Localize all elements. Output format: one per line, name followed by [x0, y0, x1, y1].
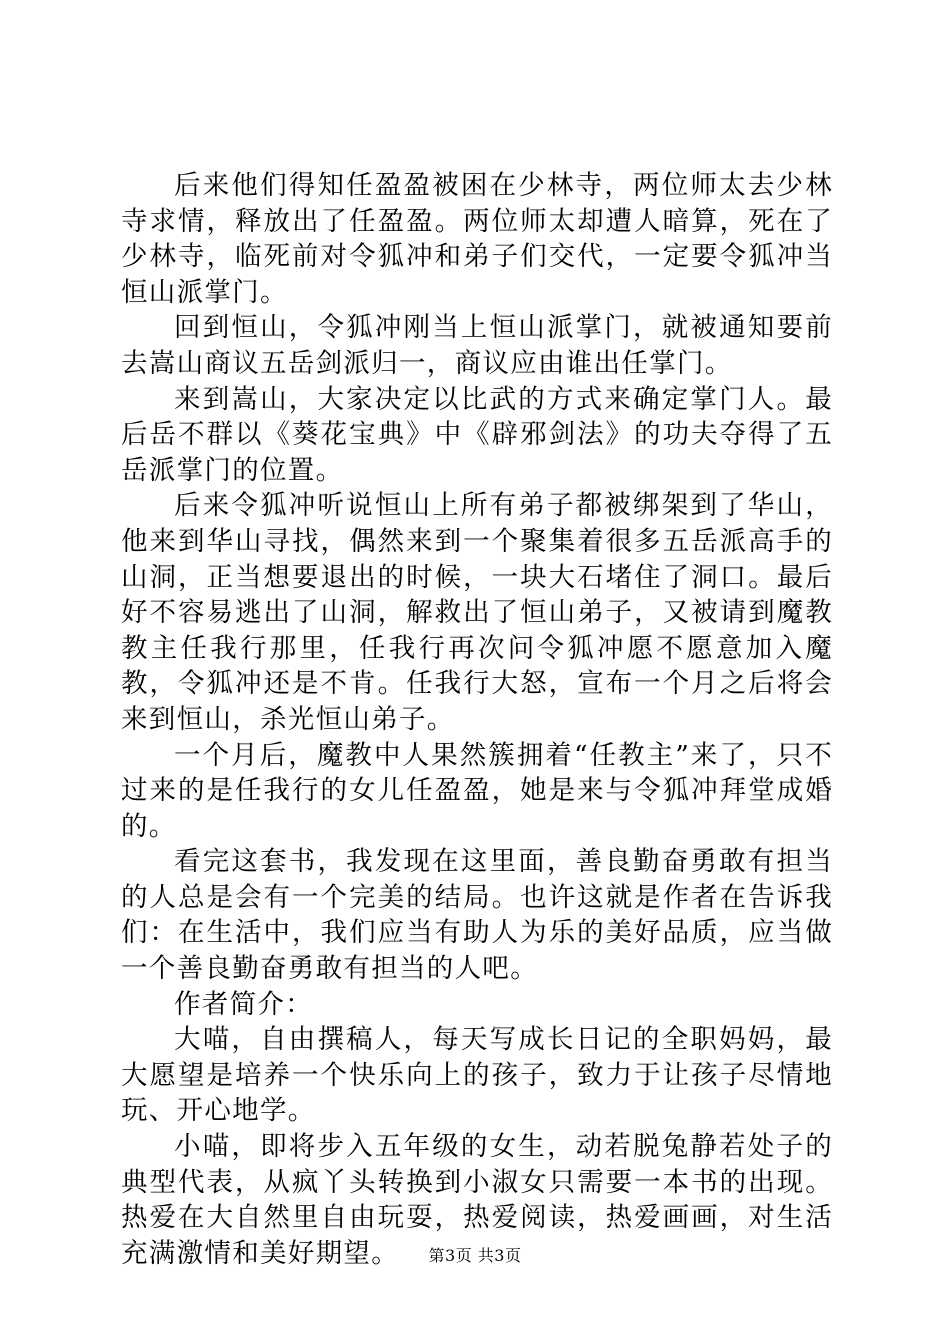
page-number-footer: 第3页 共3页 [428, 1246, 522, 1265]
author-bio: 小喵，即将步入五年级的女生，动若脱兔静若处子的典型代表，从疯丫头转换到小淑女只需要一本书的出现。热爱在大自然里自由玩耍，热爱阅读，热爱画画，对生活充满激情和美好期望。 [121, 1131, 833, 1269]
author-bio: 大喵，自由撰稿人，每天写成长日记的全职妈妈，最大愿望是培养一个快乐向上的孩子，致力于让孩子尽情地玩、开心地学。 [121, 1024, 833, 1127]
author-intro-heading: 作者简介： [174, 988, 313, 1020]
paragraph: 后来他们得知任盈盈被困在少林寺，两位师太去少林寺求情，释放出了任盈盈。两位师太却遭人暗算，死在了少林寺，临死前对令狐冲和弟子们交代，一定要令狐冲当恒山派掌门。 [121, 170, 833, 308]
paragraph: 看完这套书，我发现在这里面，善良勤奋勇敢有担当的人总是会有一个完美的结局。也许这就是作者在告诉我们：在生活中，我们应当有助人为乐的美好品质，应当做一个善良勤奋勇敢有担当的人吧。 [121, 846, 833, 985]
paragraph: 回到恒山，令狐冲刚当上恒山派掌门，就被通知要前去嵩山商议五岳剑派归一，商议应由谁出任掌门。 [121, 312, 833, 379]
article-body [121, 168, 833, 1271]
paragraph: 一个月后，魔教中人果然簇拥着“任教主”来了，只不过来的是任我行的女儿任盈盈，她是来与令狐冲拜堂成婚的。 [121, 739, 833, 842]
paragraph: 后来令狐冲听说恒山上所有弟子都被绑架到了华山，他来到华山寻找，偶然来到一个聚集着很多五岳派高手的山洞，正当想要退出的时候，一块大石堵住了洞口。最后好不容易逃出了山洞，解救出了恒山弟子，又被请到魔教教主任我行那里，任我行再次问令狐冲愿不愿意加入魔教，令狐冲还是不肯。任我行大怒，宣布一个月之后将会来到恒山，杀光恒山弟子。 [121, 490, 833, 735]
paragraph: 来到嵩山，大家决定以比武的方式来确定掌门人。最后岳不群以《葵花宝典》中《辟邪剑法》的功夫夺得了五岳派掌门的位置。 [121, 383, 833, 486]
